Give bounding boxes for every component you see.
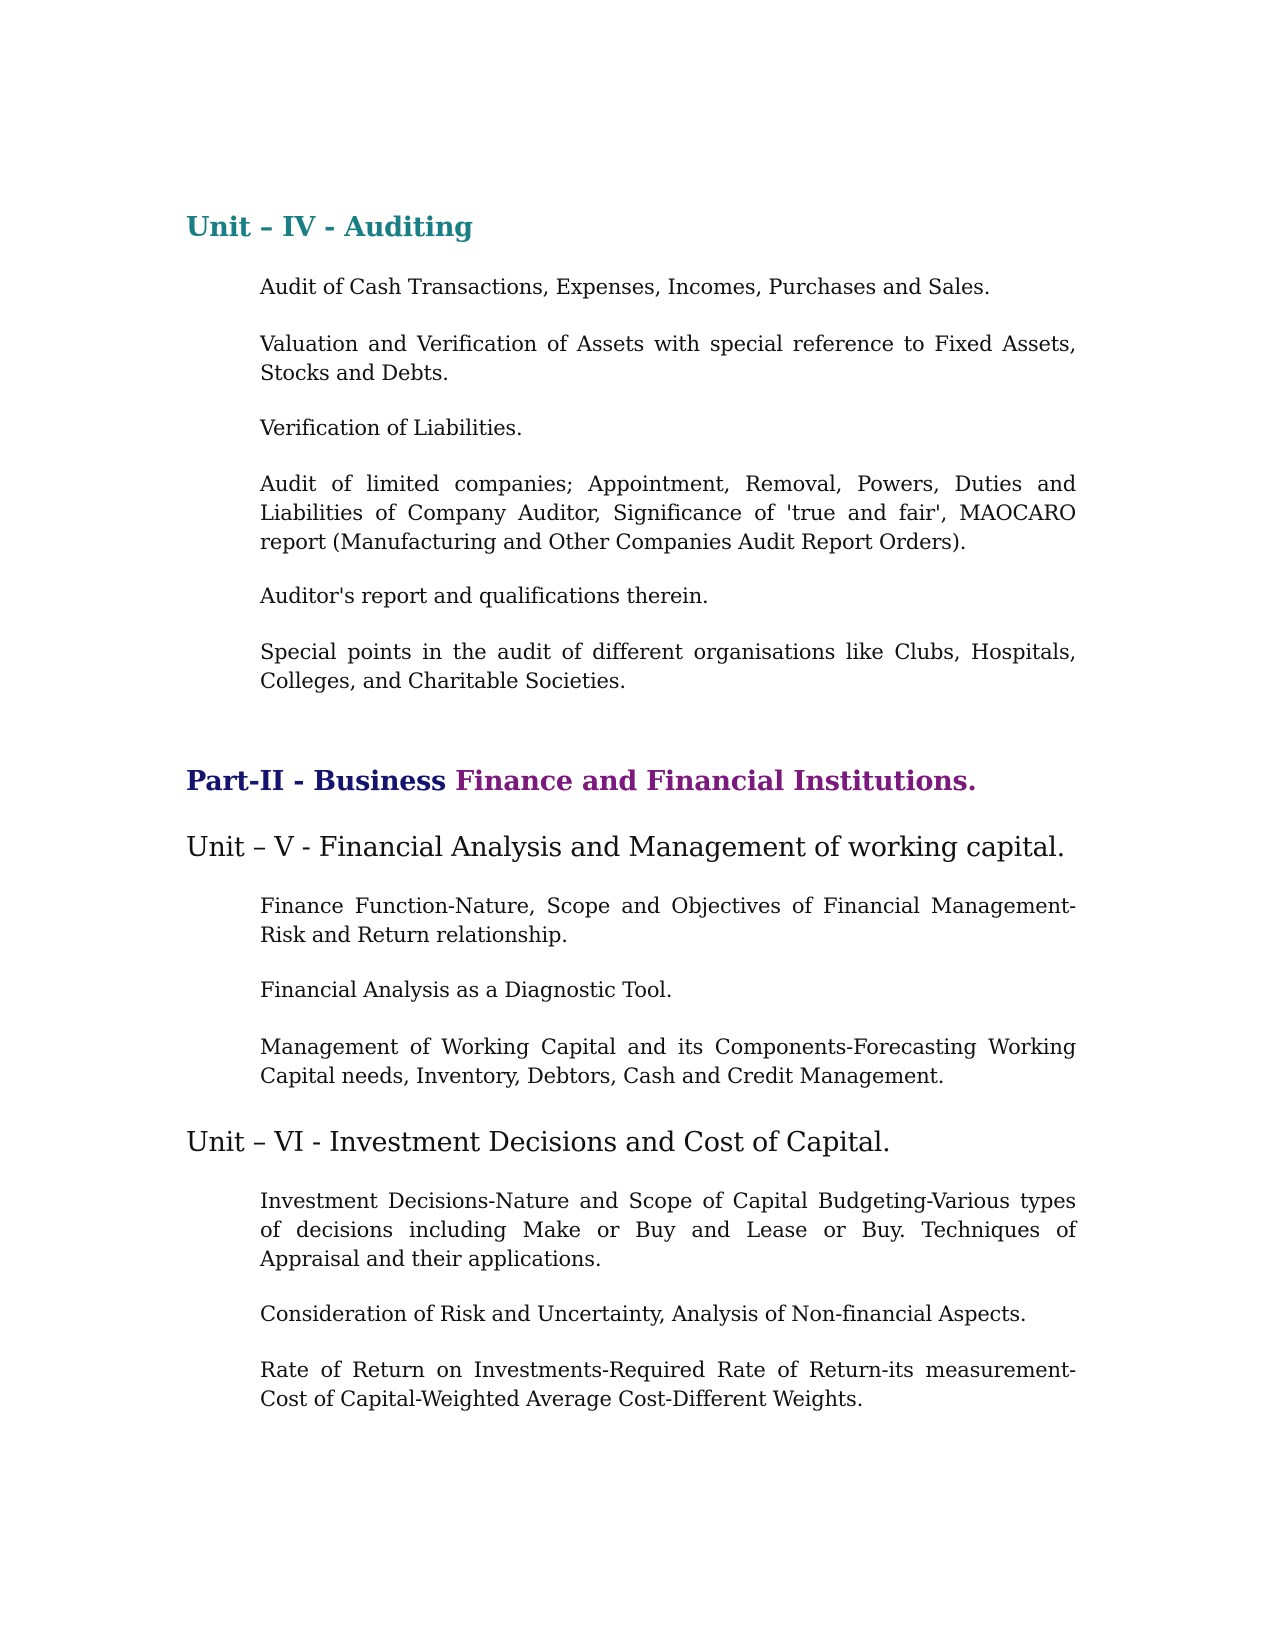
unit-v-heading: Unit – V - Financial Analysis and Management of working capital.: [186, 832, 1065, 863]
unit-vi-item-1: Investment Decisions-Nature and Scope of Capital Budgeting-Various types of decisions including Make or Buy and Lease or Buy. Techniques of Appraisal and their applications.: [260, 1189, 1076, 1271]
part-ii-heading-finance: Finance and Financial Institutions.: [455, 766, 977, 797]
unit-iv-item-2: Valuation and Verification of Assets with special reference to Fixed Assets, Stocks and Debts.: [260, 332, 1076, 385]
part-ii-heading: [186, 765, 976, 799]
unit-iv-item-1: Audit of Cash Transactions, Expenses, Incomes, Purchases and Sales.: [260, 275, 991, 299]
unit-v-item-1: Finance Function-Nature, Scope and Objectives of Financial Management-Risk and Return relationship.: [260, 894, 1076, 947]
unit-vi-item-2: Consideration of Risk and Uncertainty, Analysis of Non-financial Aspects.: [260, 1302, 1027, 1326]
unit-vi-item-3: Rate of Return on Investments-Required Rate of Return-its measurement- Cost of Capital-Weighted Average Cost-Different Weights.: [260, 1358, 1076, 1411]
unit-iv-item-6: Special points in the audit of different organisations like Clubs, Hospitals, Colleges, and Charitable Societies.: [260, 640, 1076, 693]
unit-iv-item-4: Audit of limited companies; Appointment, Removal, Powers, Duties and Liabilities of Company Auditor, Significance of 'true and fair', MAOCARO report (Manufacturing and Other Companies Audit Report Orders).: [260, 472, 1076, 554]
unit-iv-item-3: Verification of Liabilities.: [260, 416, 523, 440]
unit-vi-heading: Unit – VI - Investment Decisions and Cost of Capital.: [186, 1127, 891, 1158]
unit-v-item-3: Management of Working Capital and its Components-Forecasting Working Capital needs, Inventory, Debtors, Cash and Credit Management.: [260, 1035, 1076, 1088]
part-ii-heading-business: Part-II - Business: [186, 766, 456, 797]
unit-iv-item-5: Auditor's report and qualifications therein.: [260, 584, 709, 608]
unit-v-item-2: Financial Analysis as a Diagnostic Tool.: [260, 978, 673, 1002]
unit-iv-heading: Unit – IV - Auditing: [186, 212, 473, 243]
